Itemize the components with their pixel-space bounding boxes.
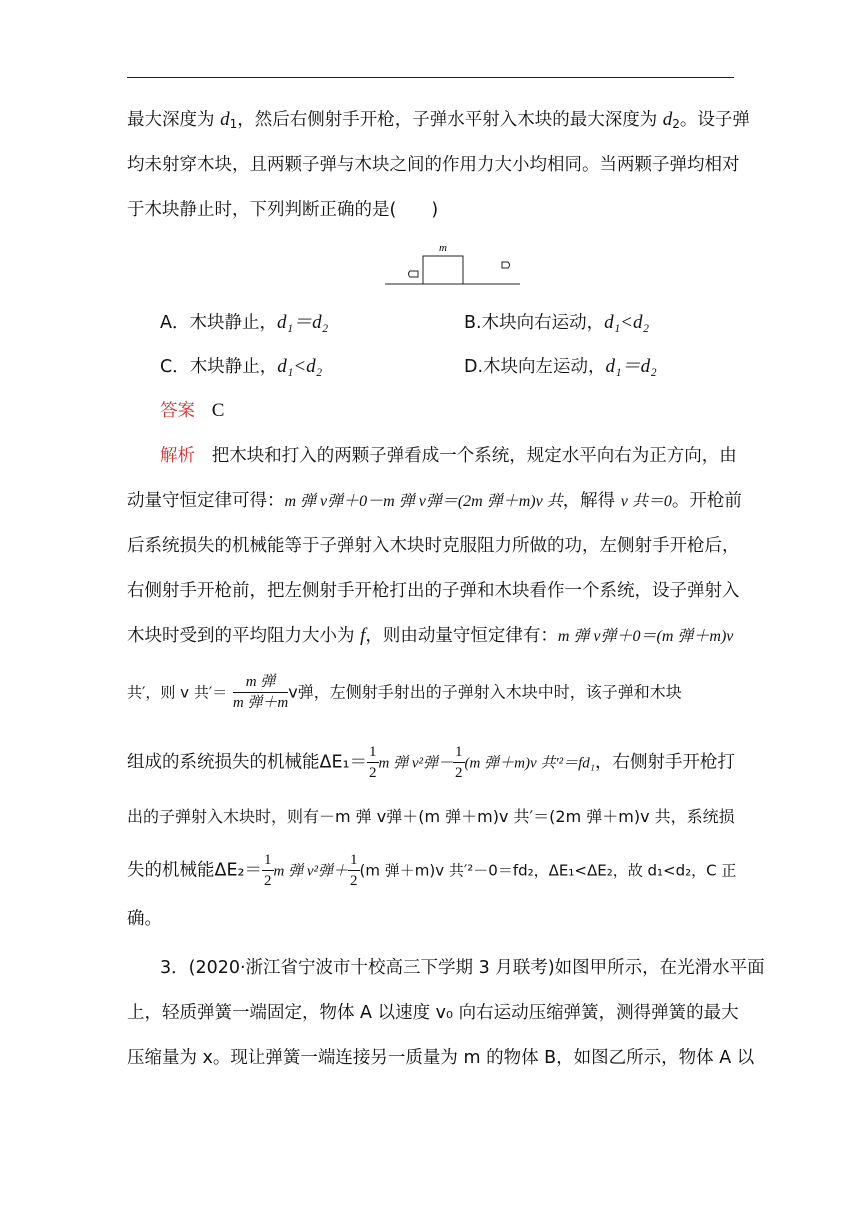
fraction: $\frac{\text{m 弹}}{\text{m 弹＋m}}$: [232, 674, 289, 711]
answer-label: 答案: [160, 401, 195, 421]
option-c[interactable]: C．木块静止，d₁<d₂: [160, 356, 323, 377]
option-d[interactable]: D.木块向左运动，d₁＝d₂: [464, 356, 657, 377]
answer-line: [160, 399, 770, 423]
analysis-line-2: 动量守恒定律可得：m 弹 v弹＋0－m 弹 v弹＝(2m 弹＋m)v 共，解得 v 共＝0。开枪前: [127, 491, 742, 511]
option-a[interactable]: A．木块静止，d₁＝d₂: [160, 312, 329, 333]
stem-line-2: 均未射穿木块，且两颗子弹与木块之间的作用力大小均相同。当两颗子弹均相对: [127, 155, 740, 175]
question3-line-2: 上，轻质弹簧一端固定，物体 A 以速度 v₀ 向右运动压缩弹簧，测得弹簧的最大: [127, 1003, 739, 1023]
stem-line-3: 于木块静止时，下列判断正确的是( ): [127, 200, 439, 220]
header-rule: [127, 77, 734, 78]
analysis-line-3: 后系统损失的机械能等于子弹射入木块时克服阻力所做的功，左侧射手开枪后，: [127, 536, 740, 556]
analysis-line-6: 共′，则 v 共′＝ $\frac{\text{m 弹}}{\text{m 弹＋m}}$ v弹，左侧射手射出的子弹射入木块中时，该子弹和木块: [127, 674, 682, 711]
analysis-line-1: 解析 把木块和打入的两颗子弹看成一个系统，规定水平向右为正方向，由: [160, 446, 737, 466]
question3-line-3: 压缩量为 x。现让弹簧一端连接另一质量为 m 的物体 B，如图乙所示，物体 A 以: [127, 1048, 755, 1068]
mass-label: m: [439, 242, 447, 254]
analysis-line-5: 木块时受到的平均阻力大小为 f，则由动量守恒定律有：m 弹 v弹＋0＝(m 弹＋m)v: [127, 625, 734, 646]
block-bullets-figure: [380, 238, 530, 288]
wood-block: [423, 256, 463, 284]
option-b[interactable]: B.木块向右运动，d₁<d₂: [464, 312, 650, 333]
answer-value: C: [211, 400, 225, 421]
analysis-line-10: 确。: [127, 909, 162, 929]
subscript: 1: [229, 117, 238, 131]
stem-text: 。设子弹: [679, 110, 750, 130]
analysis-label: 解析: [160, 446, 195, 466]
stem-text: 最大深度为: [127, 110, 221, 130]
stem-text: ，然后右侧射手开枪，子弹水平射入木块的最大深度为: [237, 110, 663, 130]
var-d: d: [662, 109, 673, 130]
right-bullet: [502, 262, 510, 268]
analysis-line-7: 组成的系统损失的机械能ΔE₁＝ $\frac{1}{2}$ m 弹 v²弹－ $\frac{1}{2}$ (m 弹＋m)v 共′²＝fd₁，右侧射手开枪打: [127, 744, 736, 781]
subscript: 2: [672, 117, 680, 131]
analysis-line-9: 失的机械能ΔE₂＝ $\frac{1}{2}$ m 弹 v²弹＋ $\frac{1}{2}$ (m 弹＋m)v 共′²－0＝fd₂，ΔE₁<ΔE₂，故 d₁<d₂，C 正: [127, 852, 737, 889]
left-bullet: [409, 271, 419, 277]
var-d: d: [220, 109, 230, 130]
question3-line-1: 3．(2020·浙江省宁波市十校高三下学期 3 月联考)如图甲所示，在光滑水平面: [160, 958, 765, 978]
analysis-line-4: 右侧射手开枪前，把左侧射手开枪打出的子弹和木块看作一个系统，设子弹射入: [127, 581, 740, 601]
stem-line-1: [127, 108, 750, 136]
analysis-line-8: 出的子弹射入木块时，则有－m 弹 v弹＋(m 弹＋m)v 共′＝(2m 弹＋m)v 共，系统损: [127, 807, 735, 826]
